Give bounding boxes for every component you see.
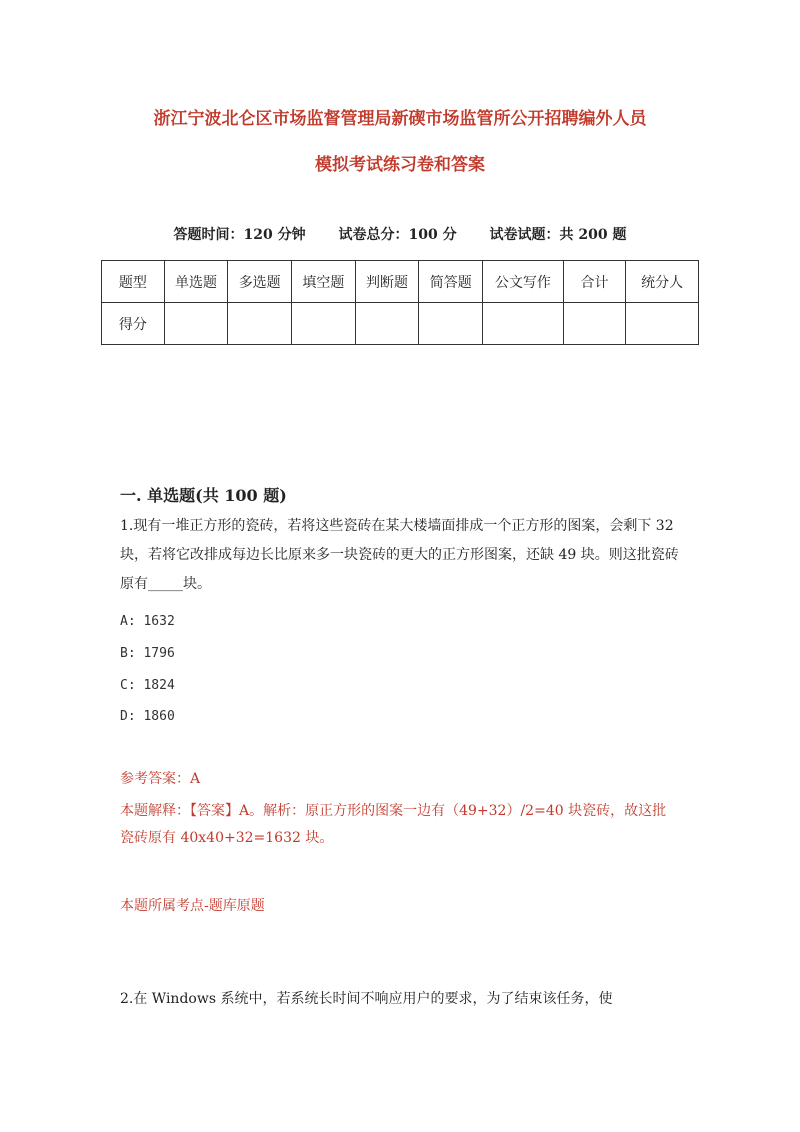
- answer-explanation: 本题解释：【答案】A。解析：原正方形的图案一边有（49+32）/2=40 块瓷砖，故这批瓷砖原有 40x40+32=1632 块。: [120, 803, 667, 846]
- header-cell: 公文写作: [483, 261, 564, 303]
- exam-meta: [0, 224, 800, 244]
- option-b: B: 1796: [120, 646, 175, 661]
- option-d: D: 1860: [120, 709, 175, 724]
- score-cell: [626, 303, 699, 345]
- header-cell: 判断题: [355, 261, 419, 303]
- header-cell: 题型: [102, 261, 165, 303]
- score-table-score-row: [102, 303, 699, 345]
- section-title: 一. 单选题(共 100 题): [120, 486, 287, 505]
- header-cell: 单选题: [164, 261, 228, 303]
- exam-question-count: 试卷试题：共 200 题: [489, 227, 627, 243]
- question-topic: 本题所属考点-题库原题: [120, 898, 265, 914]
- header-cell: 合计: [563, 261, 626, 303]
- score-cell: [563, 303, 626, 345]
- header-cell: 简答题: [419, 261, 483, 303]
- header-cell: 多选题: [228, 261, 292, 303]
- reference-answer: 参考答案：A: [120, 771, 201, 787]
- option-c: C: 1824: [120, 678, 175, 693]
- score-row-label: 得分: [102, 303, 165, 345]
- exam-total-score: 试卷总分：100 分: [338, 227, 457, 243]
- score-table: [101, 260, 699, 345]
- question-2-text: 2.在 Windows 系统中，若系统长时间不响应用户的要求，为了结束该任务，使: [120, 991, 613, 1007]
- score-cell: [483, 303, 564, 345]
- score-cell: [292, 303, 356, 345]
- score-cell: [355, 303, 419, 345]
- header-cell: 填空题: [292, 261, 356, 303]
- score-cell: [228, 303, 292, 345]
- score-cell: [419, 303, 483, 345]
- header-cell: 统分人: [626, 261, 699, 303]
- exam-time: 答题时间：120 分钟: [173, 227, 306, 243]
- option-a: A: 1632: [120, 614, 175, 629]
- score-table-header-row: [102, 261, 699, 303]
- question-1-text: 1.现有一堆正方形的瓷砖，若将这些瓷砖在某大楼墙面排成一个正方形的图案，会剩下 32 块，若将它改排成每边长比原来多一块瓷砖的更大的正方形图案，还缺 49 块。则这批瓷砖原有_____块。: [120, 518, 679, 592]
- score-cell: [164, 303, 228, 345]
- document-title-line-2: 模拟考试练习卷和答案: [315, 155, 485, 175]
- document-title-line-1: 浙江宁波北仑区市场监督管理局新碶市场监管所公开招聘编外人员: [153, 109, 647, 129]
